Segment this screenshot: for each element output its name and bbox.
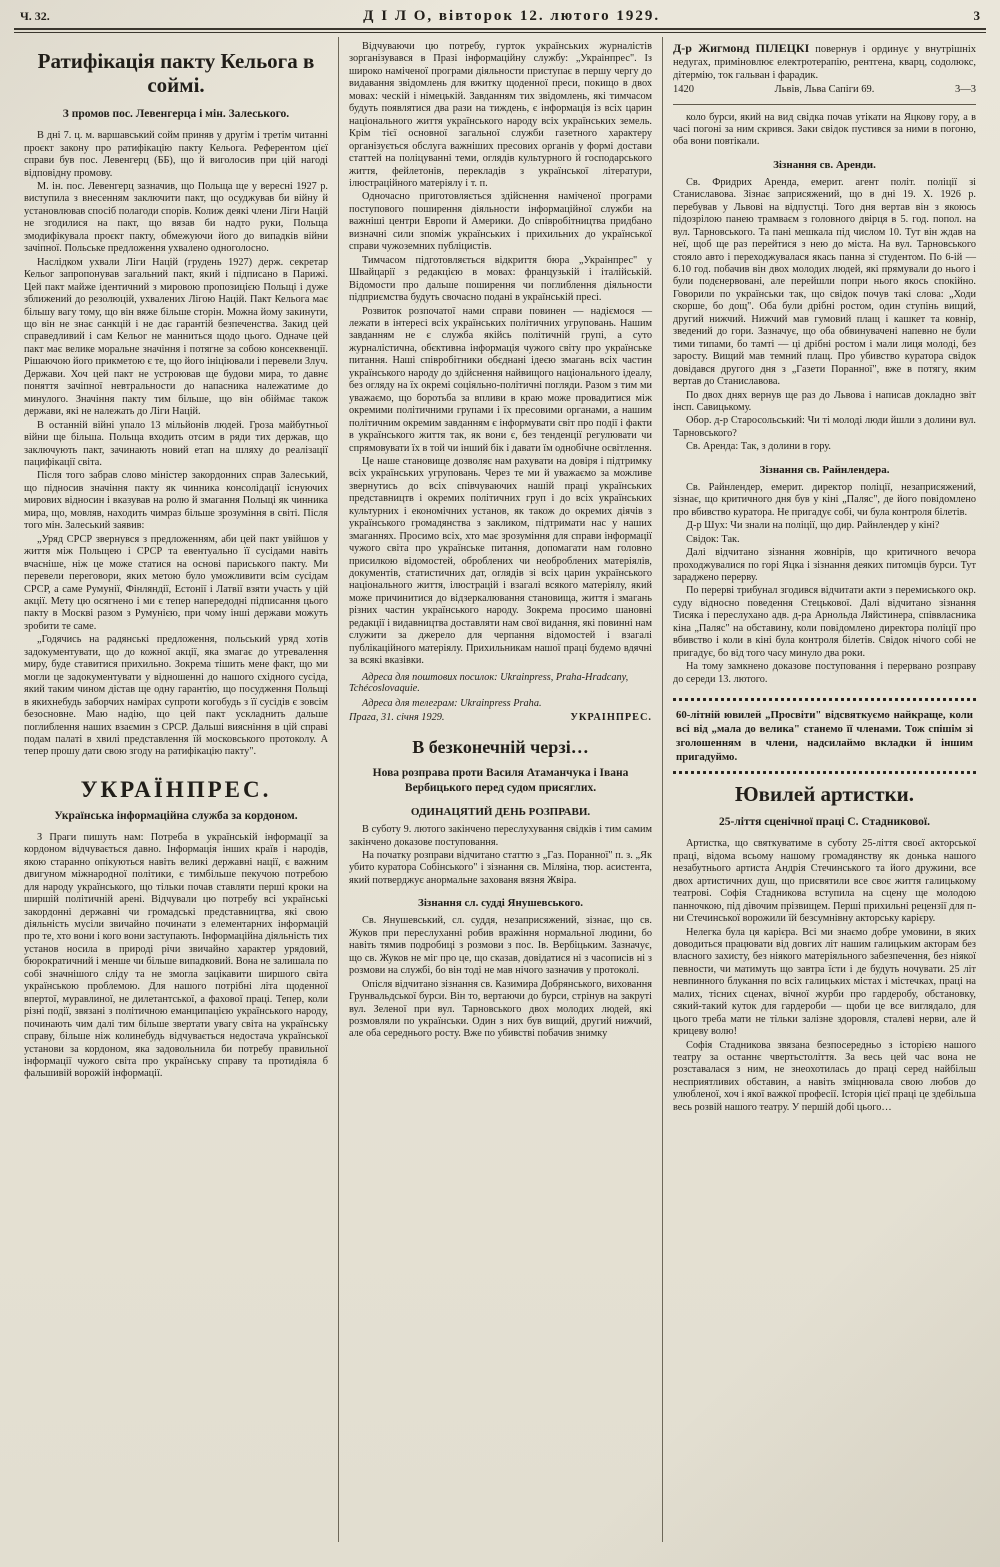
paragraph: М. ін. пос. Левенгерц зазначив, що Польща ще у вересні 1927 р. виступила з внесенням заключити пакт, що осуджував би війну й установлював спосіб полагоди спорів. Колиж деякі члени Ліги Націй не згодилися на пакт, що вязав би надто руки, Польща змодифікувала проєкт пакту, обмежуючи його до випадків війни зачіпної. Польське предложення ухвалено одноголосно.	[24, 181, 328, 255]
article-body	[349, 824, 652, 887]
paragraph: В суботу 9. лютого закінчено переслухування свідків і тим самим закінчено доказове поступовання.	[349, 824, 652, 848]
article-title: Ювилей артистки.	[735, 782, 914, 807]
paragraph: Розвиток розпочатої нами справи повинен — надіємося — лежати в інтересі всіх українських політичних угруповань. Нашим завданням не є служба якійсь політичній групі, а суто журналістична, обєктивна інформація чужого світу про українське питання. Наші співробітники обєднані ідеєю змагань всіх частин українського народу до здійснення найвищого національного ідеалу, без огляду на їх окремі соціяльно-політичні погляди. Разом з тим ми уважаємо, що боротьба за впливи в краю може провадитися між окремими політичними групами і їх пресовими органами, а нашим політичним окремим завданням є інформувати світ про події і факти в українського життя так, як вони є, без тенденції регулювати чи спрямовувати їх в той чи інший бік і давати їм однобічне освітлення.	[349, 305, 652, 454]
article-title: Ратифікація пакту Кельога в соймі.	[37, 49, 315, 98]
paragraph: Відчуваючи цю потребу, гурток українських журналістів зорганізувався в Празі інформаційну службу: „Украінпрес". Із широко наміченої програми діяльности приступає в першу чергу до видавання звідомлень для вжитку щоденної преси, покищо в двох мовах: ческій і німецькій. Завданням тих звідомлень, які тимчасом будуть появлятися два рази на тиждень, є інформація із всіх царин національного життя українського народу всіх українських земель. Крім тієї основної загальної служби газетного характеру організується обслуга важніших пресових органів у формі достави статтей на поліцуванні теми, оглядів культурного й господарського життя, фейлетонів, перекладів з української літератури, ілюстраційного матеріялу і т. п.	[349, 41, 652, 189]
column-3	[662, 37, 986, 1542]
column-2	[338, 37, 662, 1542]
article-ratification	[24, 49, 328, 759]
paragraph: Тимчасом підготовляється відкриття бюра „Украінпрес" у Швайцарії з редакцією в мовах: французькій і італійській. Відомости про дальше поширення чи поглиблення діяльности підприємства будуть свочасно подані в українській пресі.	[349, 254, 652, 304]
article-title: В безконечній черзі…	[412, 736, 589, 757]
subhead-janushevsky: Зізнання сл. судді Янушевського.	[418, 897, 583, 910]
subhead-arenda: Зізнання св. Аренди.	[773, 158, 876, 171]
rozprava-continued	[673, 112, 976, 149]
paragraph: В останній війні упало 13 мільйонів людей. Гроза майбутньої війни ще більша. Польща входить отсим в ряди тих держав, що заключують пакт, зачинають новий етап на шляху до реалізації пацифікації світа.	[24, 419, 328, 468]
paragraph: Наслідком ухвали Ліги Націй (грудень 1927) держ. секретар Кельог запропонував загальний пакт, який і підписано в Парижі. Цей пакт майже ідентичний з мировою пропозицією Польщі і дуже зближений до резолюцій, ухвалених Лігою Націй. Пакт Кельога має більшу вагу тому, що він вяже більше сторін. Можна йому закинути, що він не знає санкцій і не дає гарантій безпеченства. Закид цей справедливий і сам Кельог не манниться щодо цього. Одначе цей пакт має велике моральне значіння і потягне за собою консеквенції. Рішаючою його прикметою є те, що його ініціювали і перевели Злуч. Держави. Хоч цей пакт не устроював ще будови мира, то давнє поняття зачіпної невтральности до напасника належатиме до минулого. Значіння пакту тим більше, що він обіймає також держави, які не належать до Ліги Націй.	[24, 256, 328, 418]
advert-divider	[673, 104, 976, 105]
signoff-place: Прага, 31. січня 1929.	[349, 711, 445, 723]
advert-ref-right: 3—3	[955, 84, 976, 96]
paragraph: „Годячись на радянські предложення, польський уряд хотів задокументувати, що до кожної акції, яка змагає до утревалення миру, буде ставитися прихильно. Зокрема тішить мене факт, що ми могли це задокументувати у відношенні до нашого східного сусіда, який таким чином дістав ще одну гарантію, що посудження Польщі в якихнебудь заборчих намірах супроти когобудь з її сусідів є зовсім безосновне. Маю надію, що цей пакт ускладнить дальше поглиблення наших взаємин з СРСР. Дальші виясніння в цій справі подам палаті в хвилі представлення їй московського протоколу. А тепер прошу дати свою згоду на ратифікацію пакту".	[24, 634, 328, 758]
paragraph: „Уряд СРСР звернувся з предложенням, аби цей пакт увійшов у життя між Польщею і СРСР та евентуально її сусідами навіть вчасніше, ніж це може статися на основі париського пакту. Ми перевели переговори, яких метою було уможливити всім сусідам СРСР, а саме Румунії, Фінляндії, Естонії і Латвії взяти участь у цій акції. Мету цю осягнено і ми є тепер напередодні підписання цього пакту в Москві разом з Румунією, при чому інші держави можуть зробити те саме.	[24, 533, 328, 632]
paragraph: Св. Райнлендер, емерит. директор поліції, незаприсяжений, зізнає, що критичного дня був у кіні „Паляс", де його повідомлено про вбивство куратора. Не пригадує собі, чи була контроля білетів.	[673, 481, 976, 518]
article-subtitle: Українська інформаційна служба за кордоном.	[54, 809, 298, 822]
article-subtitle: 25-ліття сценічної праці С. Стадникової.	[719, 816, 930, 829]
article-subtitle: З промов пос. Левенгерца і мін. Залеського.	[62, 108, 290, 121]
paragraph: Софія Стадникова звязана безпосередньо з історією нашого театру за останнє чвертьстоліття. За весь цей час вона не розставалася з ним, не знеохотилась до праці серед найбільш несприятливих обставин, а навіть зміцнювала свою любов до улюбленої, хоч і якої важкої професії. Історія цієї праці це здебільша весь розвій нашого театру. У першій добі цього…	[673, 1039, 976, 1113]
article-jubilee	[673, 782, 976, 1114]
paragraph: Опісля відчитано зізнання св. Казимира Добрянського, виховання Грунвальдської бурси. Він то, вертаючи до бурси, стрінув на закруті вул. Зеленої при вул. Тарновського двох молодих людей, які розмовляли по українськи. Один з них був вищий, другий нижчий, але оба середнього росту. Вже по убивстві побачив знимку	[349, 978, 652, 1040]
paragraph: Артистка, що святкуватиме в суботу 25-ліття своєї акторської праці, відома всьому нашому громадянству як донька нашого незабутнього артиста Андрія Стечинського та його дружини, все двох артистичних душ, що присвятили все своє життя галицькому театрові. Софія Стадникова вступила на сцену ще молодою панночкою, під дівочим прізвищем. Перші прихильні рецензії для п-ни Стечинської ворожили їй безсумнівну акторську карієру.	[673, 838, 976, 925]
arenda-testimony	[673, 177, 976, 454]
paragraph: Обор. д-р Старосольський: Чи ті молоді люди йшли з долини вул. Тарновського?	[673, 415, 976, 439]
paragraph: Після того забрав слово міністер закордонних справ Залеський, що підносив значіння пакту як чинника консолідації існуючих мирових відносин і вказував на ролю й змагання Польщі як чинника мира, що, мовляв, находить чимраз більше зрозуміння в світі. Після того мін. Залеський заявив:	[24, 470, 328, 532]
subhead-day: ОДИНАЦЯТИЙ ДЕНЬ РОЗПРАВИ.	[410, 806, 591, 819]
columns	[14, 37, 986, 1542]
advert-pilecki	[673, 41, 976, 97]
article-body	[24, 130, 328, 759]
page-number: 3	[973, 8, 980, 23]
paragraph: Нелегка була ця карієра. Всі ми знаємо добре умовини, в яких доводиться працювати від довгих літ нашим галицьким акторам без власного захисту, без ніякого матеріяльного забезпечення, без ніякої певности, чи матимуть що завтра їсти і де будуть ночувати. 25 літ невпинного блукання по всіх галицьких містах і містечках, праці на малих, тісних сценах, вічної журби про гардеробу, обстановку, сякий-такий куток для гардероби — щоби це все виглядало, для цього треба мати не тільки залізне здоровля, сталеві нерви, але й крицеву волю!	[673, 926, 976, 1038]
page-header	[14, 6, 986, 28]
paragraph: По двох днях вернув ще раз до Львова і написав докладно звіт інсп. Савицькому.	[673, 389, 976, 414]
advert-text: повернув і ординує у внутрішніх недугах, приміновлює електротерапію, рентгена, кварц, содолюкс, дітермію, ток гальван і фарадик.	[673, 44, 977, 82]
postal-address: Адреса для поштових посилок: Ukrainpress, Praha-Hradcany, Tchécoslovaquie.	[349, 671, 629, 694]
paragraph: Це наше становище дозволяє нам рахувати на довіря і підтримку всіх українських угруповань. Через те ми й уважаємо за можливе звернутись до всіх співчуваючих нашій праці українських представництв і окремих політичних груп і до всіх українських культурних і економічних установ, як також до окремих діячів з українського громадянства з закликом, підтримати нас у наших змаганнях. Просимо всіх, хто має зрозуміння для справи інформації чужого світа про українське питання, допомагати нам головно присилкою відомостей, оброблених чи необроблених матеріялів, документів, статистичних дат, оглядів зі всіх царин українського національного життя, ілюстрацій і взагалі всякого матеріялу, який може причинитися до відзеркалювання становища, життя і змагань різних частин українського народу. Зокрема просимо шановні редакції і видавництва доставляти нам свої видання, які повинні нам служити за джерело для черпання відомостей і взагалі публікаційного матеріялу. Прихильникам нашої праці будемо вдячні за всякі вказівки.	[349, 455, 652, 667]
paragraph: Свідок: Так.	[686, 533, 740, 545]
article-rozprava	[349, 737, 652, 1041]
paragraph: З Праги пишуть нам: Потреба в українській інформації за кордоном відчувається давно. Інформація інших країв і народів, якою старанно опікуються навіть великі державні нації, є важним двигуном міжнародної політики, є тимбільше пекучою потребою для народу українського, що тільки почав ставляти перші кроки на ширшій політичній арені. Відчували цю потребу всі українські закордонні державні чи громадські представництва, які свою діяльність мусіли звичайно починати з елементарних інформацій про те, хто вони і кого вони заступають. Інформаційна діяльність тих установ носила в природі річи звичайно характер урядовий, бюрократичний і менше чи більше випадковий. Вона не залишала по собі значнішого сліду та не змогла зацікавити ширшого світа українською проблемою. Для нашого потрібні літа щоденної впертої, муравлиної, не дилетантської, а фахової праці. Тепер, коли різні події, звязані з політичною еманципацією українського народу, починають чим далі тим більше звертати увагу світа на українську справу, більше ніж колинебудь відчувається недостача української установи за кордоном, яка задовольнила би потребу правильної інформації чужого світа про українську справу та протидіяла б фальшивій ворожій інформації.	[24, 831, 328, 1080]
telegram-address: Адреса для телеграм: Ukrainpress Praha.	[362, 697, 542, 709]
advert-address-line	[673, 83, 976, 96]
header-rule	[14, 28, 986, 33]
advert-ref-left: 1420	[673, 84, 694, 96]
article-body	[673, 838, 976, 1114]
advert-address: Львів, Льва Сапіги 69.	[774, 84, 875, 96]
prosvita-promo-box: 60-літній ювилей „Просвіти" відсвяткуємо найкраще, коли всі від „мала до велика" станемо її членами. Тож спішім зі зголошенням в члени, надсилаймо вкладки й іншим пригадуймо.	[673, 698, 976, 774]
advert-name: Д-р Жигмонд ПІЛЕЦКІ	[673, 41, 810, 55]
signoff-line	[349, 712, 652, 723]
paragraph: По перерві трибунал згодився відчитати акти з перемиського окр. суду відносно поведення Стецькової. Далі відчитано зізнання Тисяка і переслухано адв. д-ра Арнольда Ляйстинера, співвласника кіна „Паляс" на обставину, коли повідомлено директора поліції про вбивство і коли в кіні була контроля білетів. Свідок нічого собі не пригадує, бо від того часу минуло два роки.	[673, 585, 976, 659]
subhead-rainlender: Зізнання св. Райнлендера.	[759, 463, 890, 476]
paragraph: На тому замкнено доказове поступовання і перервано розправу до середи 13. лютого.	[673, 661, 976, 685]
article-body	[24, 832, 328, 1081]
article-ukrainpres	[24, 777, 328, 1081]
paragraph: Св. Фридрих Аренда, емерит. агент політ. поліції зі Станиславова. Зізнає заприсяжений, що в дні 19. X. 1926 р. перебував у Львові на відпустці. Того дня вертав він з якоюсь підозрілою панею трамваєм з головного двірця в 5. год. попол. на вул. Тарновського. Та пані мешкала під числом 10. Тут він ждав на неї, щоб ще раз перейтися з нею до міста. На вул. Тарновського стояло авто і переходжувалася якась панна зі студентом. По 6-ій — 6.10 год. побачив він двох молодих людей, які прямували до нього і були подєнервовані, але перейшли попри нього якось спокійно. Говорили по українськи так, що свідок почув такі слова: „Ходи скорше, бо дощ". Оба були дрібні ростом, один ступінь вищий, другий нижчий. Нижчий мав гумовий плащ і кашкет та ковнір, зведений до гори. Зазначує, що оба обвинувачені напевно не були тими типами, бо тамті — ці дрібні ростом і мали лиця молоді, без заросту. Вищий мав темний плащ. Про убивство куратора свідок довідався другого дня з „Газети Поранної", вже в потягу, яким вертав до Станиславова.	[673, 176, 976, 388]
issue-number: Ч. 32.	[20, 9, 50, 23]
paragraph: В дні 7. ц. м. варшавський сойм приняв у другім і третім читанні проєкт закону про ратифікацію пакту Кельога. Референтом цієї справи був пос. Левенгерц (ББ), що й виголосив при цій нагоді відповідну промову.	[24, 130, 328, 179]
article-title: УКРАЇНПРЕС.	[80, 776, 272, 802]
article-ukrainpres-continued	[349, 41, 652, 723]
signoff-org: УКРАІНПРЕС.	[570, 711, 652, 723]
rainlender-testimony	[673, 482, 976, 686]
paragraph: Св. Янушевський, сл. суддя, незаприсяжений, зізнає, що св. Жуков при переслуханні робив вражіння нормальної людини, бо навіть тямив подробиці з розмови з пос. Ів. Вербіцьким. Зазначує, що св. Жуков не міг про це, що сказав, довідатися ні з часописів ні з розмови на службі, бо він тоді не мав нічого зазначив у протоколі.	[349, 915, 652, 977]
paragraph: Одночасно приготовляється здійснення наміченої програми поступового поширення діяльности інформаційної служби на важніші центри Европи й Америки. До співробітництва придбано визначні сили зпоміж українських і прихильних до української справи чужоземних публіцистів.	[349, 191, 652, 253]
article-body	[349, 41, 652, 668]
article-subtitle: Нова розправа проти Василя Атаманчука і Івана Вербицького перед судом присяглих.	[372, 767, 629, 795]
paragraph: Св. Аренда: Так, з долини в гору.	[686, 441, 831, 453]
masthead-title: Д І Л О, вівторок 12. лютого 1929.	[363, 8, 661, 24]
column-1	[14, 37, 338, 1542]
paragraph: коло бурси, який на вид свідка почав утікати на Яцкову гору, а в часі погоні за ним скрився. Заки свідок пустився за ними в погоню, оба вони повтікали.	[673, 111, 976, 148]
paragraph: Далі відчитано зізнання жовнірів, що критичного вечора проходжувалися по горі Яцка і зізнання деяких питомців бурси. Тут зараджено перерву.	[673, 547, 976, 583]
article-body	[349, 915, 652, 1041]
paragraph: Д-р Шух: Чи знали на поліції, що дир. Райнлендер у кіні?	[686, 520, 940, 532]
paragraph: На початку розправи відчитано статтю з „Газ. Поранної" п. з. „Як убито куратора Собінського" і зізнання св. Міляіна, тюр. асистента, який потверджує анормальне захованя вязня Жвіра.	[349, 850, 652, 886]
